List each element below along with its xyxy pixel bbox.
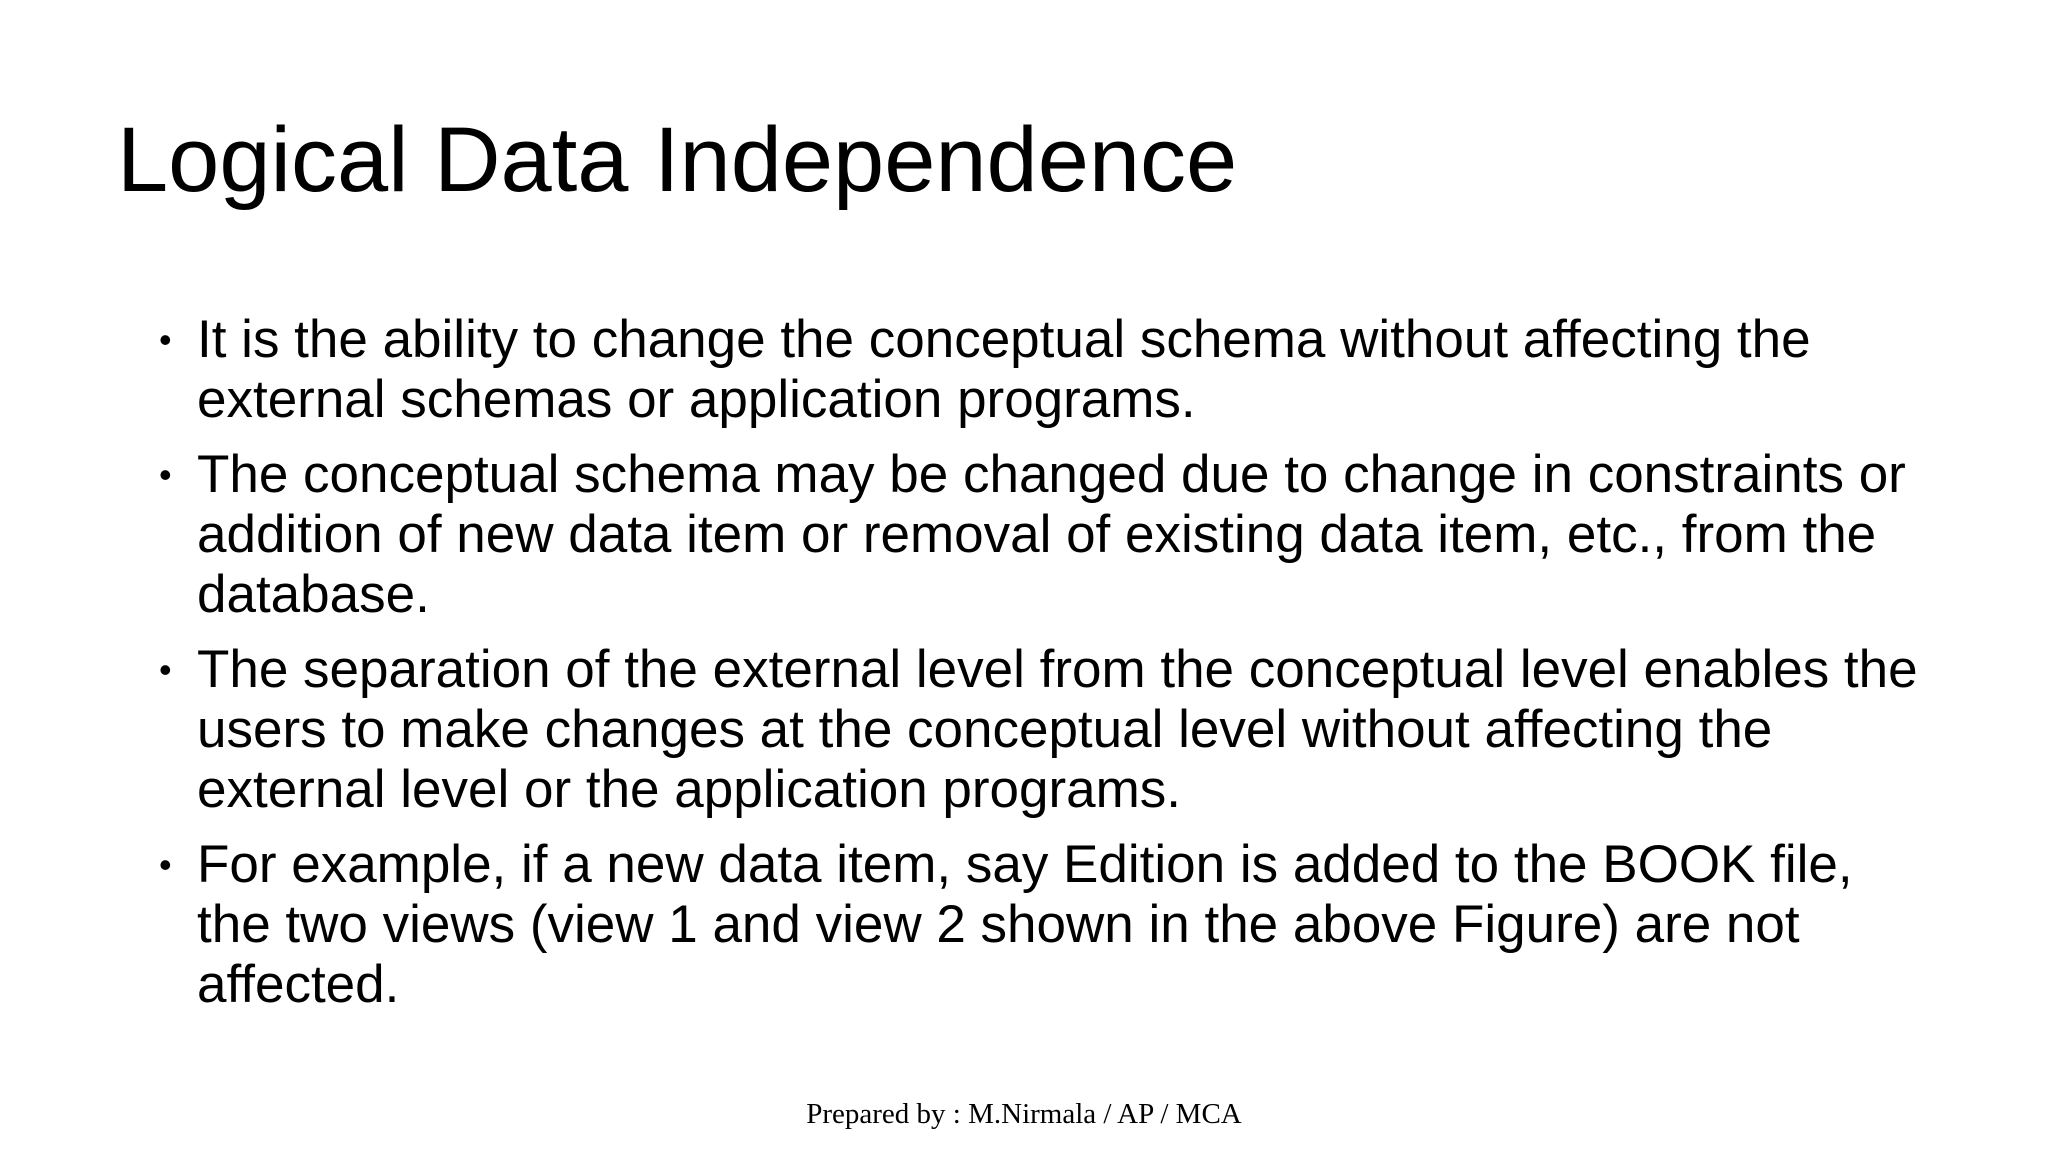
slide-title: Logical Data Independence <box>117 109 1238 211</box>
bullet-icon: • <box>159 844 172 885</box>
bullet-item <box>145 640 1935 820</box>
bullet-item <box>145 445 1935 625</box>
slide-footer: Prepared by : M.Nirmala / AP / MCA <box>806 1098 1242 1130</box>
bullet-list <box>145 310 1935 1030</box>
bullet-text: For example, if a new data item, say Edition is added to the BOOK file, the two views (view 1 and view 2 shown in the above Figure) are not affected. <box>197 835 1853 1014</box>
bullet-icon: • <box>159 319 172 360</box>
bullet-item <box>145 835 1935 1015</box>
bullet-text: The separation of the external level from the conceptual level enables the users to make changes at the conceptual level without affecting the external level or the application programs. <box>197 640 1918 819</box>
bullet-text: The conceptual schema may be changed due to change in constraints or addition of new data item or removal of existing data item, etc., from the database. <box>197 445 1906 624</box>
bullet-icon: • <box>159 454 172 495</box>
bullet-icon: • <box>159 649 172 690</box>
bullet-text: It is the ability to change the conceptual schema without affecting the external schemas or application programs. <box>197 310 1811 429</box>
bullet-item <box>145 310 1935 430</box>
